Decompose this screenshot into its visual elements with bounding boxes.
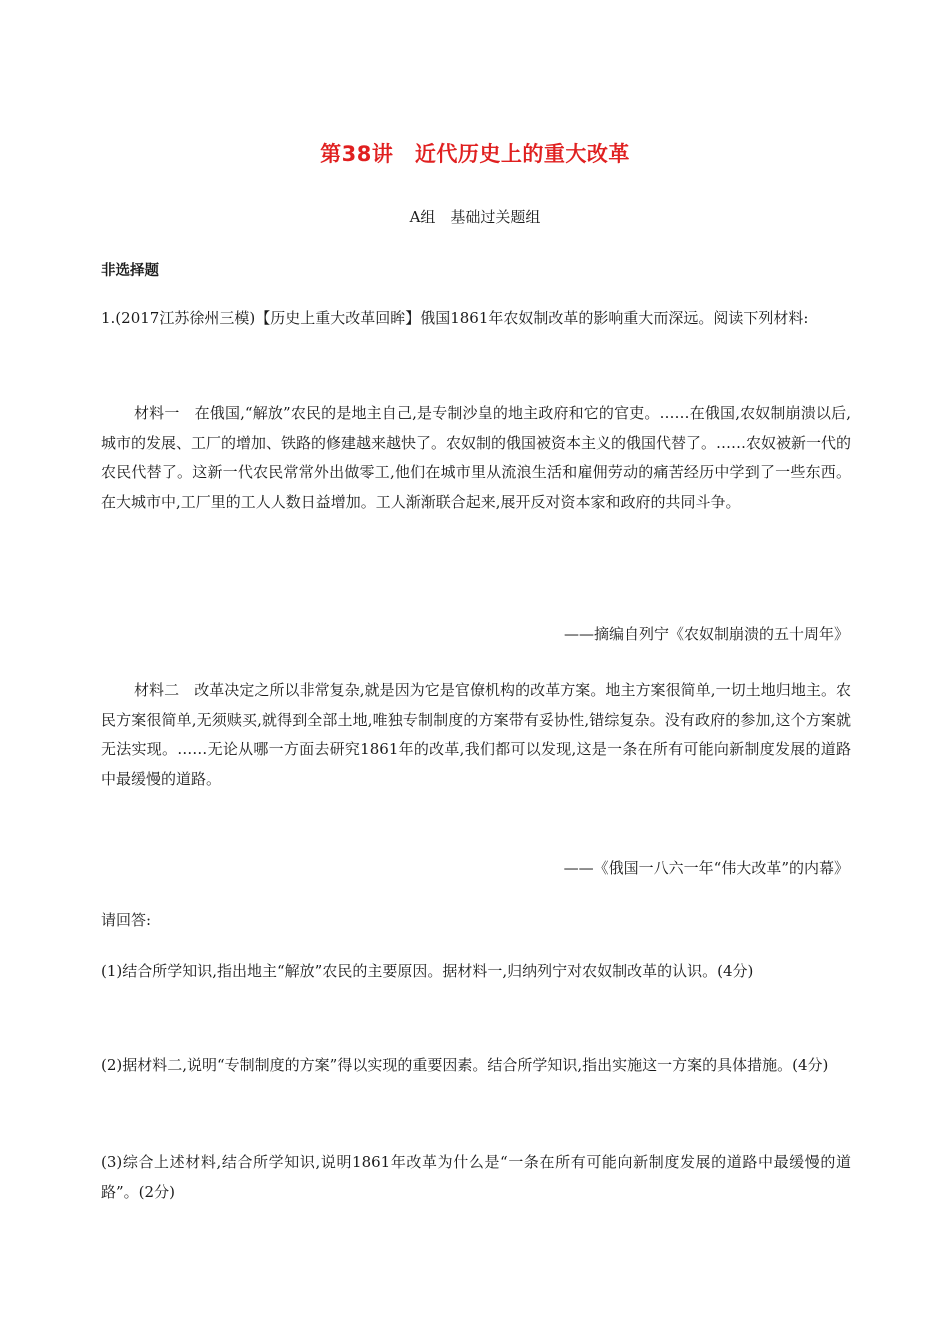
group-heading: A组 基础过关题组	[409, 208, 541, 226]
material-two: 材料二 改革决定之所以非常复杂,就是因为它是官僚机构的改革方案。地主方案很简单,一切土地归地主。农民方案很简单,无须赎买,就得到全部土地,唯独专制制度的方案带有妥协性,错综复杂。没有政府的参加,这个方案就无法实现。……无论从哪一方面去研究1861年的改革,我们都可以发现,这是一条在所有可能向新制度发展的道路中最缓慢的道路。	[101, 681, 851, 788]
section-heading: 非选择题	[101, 263, 159, 279]
lesson-title: 第38讲 近代历史上的重大改革	[320, 142, 630, 166]
material-one: 材料一 在俄国,“解放”农民的是地主自己,是专制沙皇的地主政府和它的官吏。……在俄国,农奴制崩溃以后,城市的发展、工厂的增加、铁路的修建越来越快了。农奴制的俄国被资本主义的俄国代替了。……农奴被新一代的农民代替了。这新一代农民常常外出做零工,他们在城市里从流浪生活和雇佣劳动的痛苦经历中学到了一些东西。在大城市中,工厂里的工人人数日益增加。工人渐渐联合起来,展开反对资本家和政府的共同斗争。	[101, 404, 852, 511]
material-one-source: ——摘编自列宁《农奴制崩溃的五十周年》	[563, 625, 849, 643]
question-stem: 1.(2017江苏徐州三模)【历史上重大改革回眸】俄国1861年农奴制改革的影响重大而深远。阅读下列材料:	[101, 309, 809, 327]
answer-prompt: 请回答:	[101, 911, 152, 929]
sub-question-2: (2)据材料二,说明“专制制度的方案”得以实现的重要因素。结合所学知识,指出实施这一方案的具体措施。(4分)	[101, 1056, 829, 1074]
sub-question-3: (3)综合上述材料,结合所学知识,说明1861年改革为什么是“一条在所有可能向新制度发展的道路中最缓慢的道路”。(2分)	[101, 1153, 851, 1201]
sub-question-1: (1)结合所学知识,指出地主“解放”农民的主要原因。据材料一,归纳列宁对农奴制改革的认识。(4分)	[101, 962, 754, 980]
material-two-source: ——《俄国一八六一年“伟大改革”的内幕》	[563, 859, 849, 877]
